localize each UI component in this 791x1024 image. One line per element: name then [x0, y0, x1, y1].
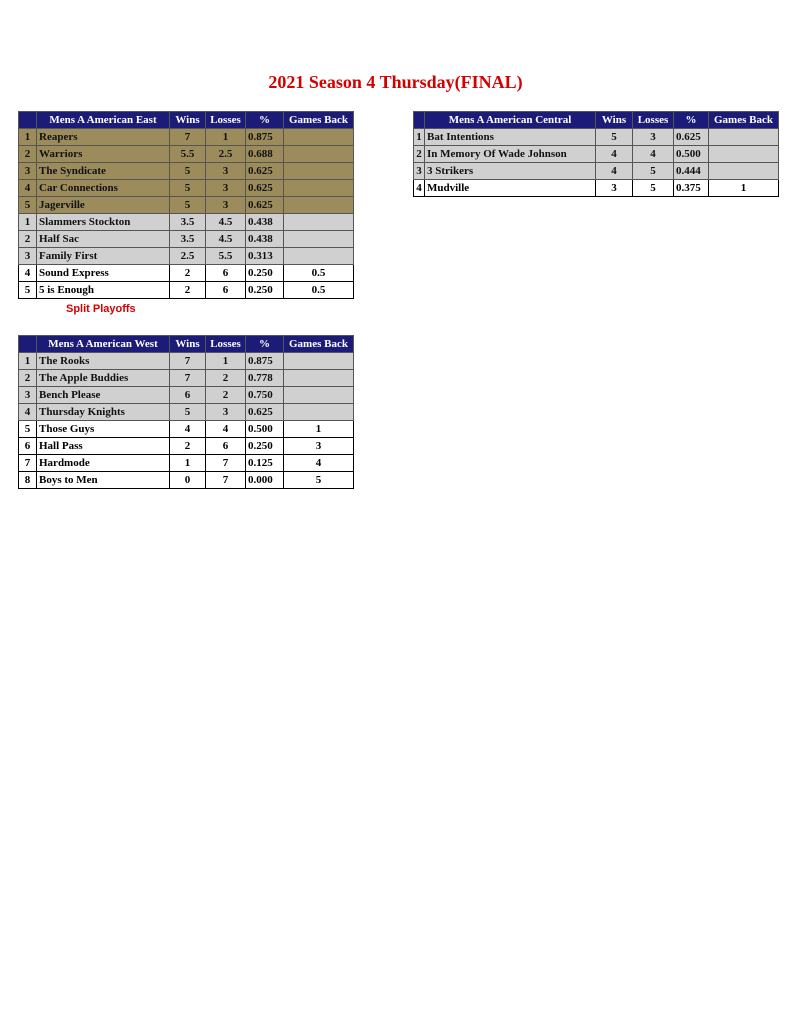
rank-header: [19, 336, 37, 353]
rank-cell: 2: [19, 370, 37, 387]
losses-cell: 1: [206, 129, 246, 146]
rank-cell: 4: [19, 265, 37, 282]
games-back-cell: [709, 129, 779, 146]
losses-cell: 3: [633, 129, 674, 146]
wins-cell: 7: [170, 353, 206, 370]
losses-cell: 3: [206, 404, 246, 421]
team-cell: Thursday Knights: [37, 404, 170, 421]
wins-cell: 2: [170, 438, 206, 455]
wins-cell: 5: [170, 163, 206, 180]
games-back-cell: [284, 404, 354, 421]
losses-cell: 2: [206, 370, 246, 387]
table-row: [19, 387, 354, 404]
team-cell: Car Connections: [37, 180, 170, 197]
rank-cell: 3: [414, 163, 425, 180]
team-cell: Hardmode: [37, 455, 170, 472]
rank-cell: 3: [19, 248, 37, 265]
table-row: [19, 197, 354, 214]
rank-cell: 3: [19, 387, 37, 404]
games-back-cell: [284, 146, 354, 163]
rank-cell: 5: [19, 421, 37, 438]
wins-cell: 2.5: [170, 248, 206, 265]
team-cell: Slammers Stockton: [37, 214, 170, 231]
losses-header: Losses: [633, 112, 674, 129]
losses-cell: 5: [633, 180, 674, 197]
table-row: [19, 163, 354, 180]
pct-cell: 0.250: [246, 438, 284, 455]
rank-cell: 6: [19, 438, 37, 455]
games-back-header: Games Back: [709, 112, 779, 129]
rank-cell: 7: [19, 455, 37, 472]
table-row: [19, 282, 354, 299]
wins-cell: 4: [596, 146, 633, 163]
rank-cell: 2: [19, 146, 37, 163]
losses-cell: 6: [206, 265, 246, 282]
losses-cell: 2.5: [206, 146, 246, 163]
games-back-cell: [709, 146, 779, 163]
page-title: 2021 Season 4 Thursday(FINAL): [268, 72, 523, 92]
games-back-cell: 3: [284, 438, 354, 455]
pct-cell: 0.875: [246, 129, 284, 146]
team-cell: The Syndicate: [37, 163, 170, 180]
wins-cell: 6: [170, 387, 206, 404]
header-row: [19, 336, 354, 353]
losses-cell: 4: [206, 421, 246, 438]
losses-cell: 3: [206, 180, 246, 197]
games-back-cell: [284, 353, 354, 370]
pct-cell: 0.444: [674, 163, 709, 180]
pct-cell: 0.375: [674, 180, 709, 197]
wins-cell: 5: [596, 129, 633, 146]
losses-cell: 2: [206, 387, 246, 404]
pct-cell: 0.625: [246, 163, 284, 180]
pct-cell: 0.125: [246, 455, 284, 472]
pct-cell: 0.625: [246, 404, 284, 421]
wins-cell: 5: [170, 404, 206, 421]
games-back-cell: [709, 163, 779, 180]
rank-cell: 2: [19, 231, 37, 248]
rank-cell: 1: [19, 214, 37, 231]
wins-cell: 3.5: [170, 231, 206, 248]
games-back-cell: [284, 197, 354, 214]
wins-cell: 0: [170, 472, 206, 489]
games-back-cell: 0.5: [284, 282, 354, 299]
losses-cell: 5.5: [206, 248, 246, 265]
rank-cell: 1: [19, 129, 37, 146]
table-row: [414, 146, 779, 163]
table-row: [19, 404, 354, 421]
rank-cell: 5: [19, 197, 37, 214]
division-header: Mens A American East: [37, 112, 170, 129]
losses-header: Losses: [206, 112, 246, 129]
table-row: [414, 163, 779, 180]
pct-cell: 0.250: [246, 282, 284, 299]
pct-header: %: [246, 112, 284, 129]
team-cell: Sound Express: [37, 265, 170, 282]
losses-cell: 4: [633, 146, 674, 163]
pct-cell: 0.000: [246, 472, 284, 489]
games-back-header: Games Back: [284, 112, 354, 129]
team-cell: Hall Pass: [37, 438, 170, 455]
table-row: [19, 180, 354, 197]
losses-cell: 6: [206, 282, 246, 299]
division-header: Mens A American West: [37, 336, 170, 353]
team-cell: Half Sac: [37, 231, 170, 248]
wins-cell: 2: [170, 282, 206, 299]
losses-header: Losses: [206, 336, 246, 353]
team-cell: Bench Please: [37, 387, 170, 404]
division-header: Mens A American Central: [425, 112, 596, 129]
rank-header: [19, 112, 37, 129]
table-row: [19, 455, 354, 472]
table-row: [19, 265, 354, 282]
games-back-cell: 1: [284, 421, 354, 438]
losses-cell: 7: [206, 472, 246, 489]
standings-table-east: [18, 111, 354, 299]
games-back-cell: [284, 214, 354, 231]
pct-cell: 0.500: [246, 421, 284, 438]
games-back-cell: [284, 163, 354, 180]
wins-cell: 4: [596, 163, 633, 180]
losses-cell: 4.5: [206, 231, 246, 248]
wins-cell: 1: [170, 455, 206, 472]
rank-cell: 8: [19, 472, 37, 489]
team-cell: Bat Intentions: [425, 129, 596, 146]
losses-cell: 6: [206, 438, 246, 455]
pct-cell: 0.688: [246, 146, 284, 163]
wins-cell: 7: [170, 129, 206, 146]
team-cell: In Memory Of Wade Johnson: [425, 146, 596, 163]
standings-table-central: [413, 111, 779, 197]
team-cell: The Rooks: [37, 353, 170, 370]
standings-table-west: [18, 335, 354, 489]
wins-cell: 5: [170, 180, 206, 197]
rank-cell: 1: [19, 353, 37, 370]
table-row: [19, 214, 354, 231]
team-cell: 5 is Enough: [37, 282, 170, 299]
pct-cell: 0.313: [246, 248, 284, 265]
table-row: [19, 421, 354, 438]
wins-header: Wins: [596, 112, 633, 129]
team-cell: Family First: [37, 248, 170, 265]
table-row: [414, 180, 779, 197]
pct-cell: 0.625: [674, 129, 709, 146]
header-row: [414, 112, 779, 129]
table-row: [19, 438, 354, 455]
rank-cell: 1: [414, 129, 425, 146]
rank-header: [414, 112, 425, 129]
games-back-cell: [284, 248, 354, 265]
wins-header: Wins: [170, 112, 206, 129]
rank-cell: 5: [19, 282, 37, 299]
losses-cell: 1: [206, 353, 246, 370]
games-back-cell: [284, 370, 354, 387]
wins-cell: 3: [596, 180, 633, 197]
losses-cell: 3: [206, 197, 246, 214]
team-cell: Boys to Men: [37, 472, 170, 489]
team-cell: Those Guys: [37, 421, 170, 438]
games-back-cell: 0.5: [284, 265, 354, 282]
table-row: [19, 248, 354, 265]
pct-cell: 0.875: [246, 353, 284, 370]
team-cell: Mudville: [425, 180, 596, 197]
pct-cell: 0.438: [246, 214, 284, 231]
rank-cell: 3: [19, 163, 37, 180]
losses-cell: 3: [206, 163, 246, 180]
table-row: [19, 146, 354, 163]
table-row: [19, 370, 354, 387]
wins-cell: 2: [170, 265, 206, 282]
games-back-cell: 1: [709, 180, 779, 197]
games-back-cell: [284, 387, 354, 404]
wins-cell: 3.5: [170, 214, 206, 231]
team-cell: Jagerville: [37, 197, 170, 214]
games-back-cell: [284, 231, 354, 248]
pct-cell: 0.778: [246, 370, 284, 387]
pct-cell: 0.438: [246, 231, 284, 248]
split-playoffs-note: Split Playoffs: [66, 303, 136, 315]
wins-cell: 5: [170, 197, 206, 214]
pct-cell: 0.625: [246, 180, 284, 197]
pct-header: %: [674, 112, 709, 129]
pct-header: %: [246, 336, 284, 353]
wins-cell: 4: [170, 421, 206, 438]
table-row: [19, 353, 354, 370]
table-row: [19, 472, 354, 489]
rank-cell: 4: [19, 404, 37, 421]
games-back-header: Games Back: [284, 336, 354, 353]
games-back-cell: [284, 129, 354, 146]
games-back-cell: 5: [284, 472, 354, 489]
losses-cell: 7: [206, 455, 246, 472]
pct-cell: 0.750: [246, 387, 284, 404]
losses-cell: 5: [633, 163, 674, 180]
games-back-cell: [284, 180, 354, 197]
games-back-cell: 4: [284, 455, 354, 472]
wins-header: Wins: [170, 336, 206, 353]
rank-cell: 4: [414, 180, 425, 197]
team-cell: The Apple Buddies: [37, 370, 170, 387]
rank-cell: 4: [19, 180, 37, 197]
losses-cell: 4.5: [206, 214, 246, 231]
table-row: [19, 129, 354, 146]
table-row: [19, 231, 354, 248]
header-row: [19, 112, 354, 129]
pct-cell: 0.500: [674, 146, 709, 163]
team-cell: Warriors: [37, 146, 170, 163]
pct-cell: 0.250: [246, 265, 284, 282]
wins-cell: 7: [170, 370, 206, 387]
team-cell: Reapers: [37, 129, 170, 146]
rank-cell: 2: [414, 146, 425, 163]
table-row: [414, 129, 779, 146]
pct-cell: 0.625: [246, 197, 284, 214]
team-cell: 3 Strikers: [425, 163, 596, 180]
wins-cell: 5.5: [170, 146, 206, 163]
